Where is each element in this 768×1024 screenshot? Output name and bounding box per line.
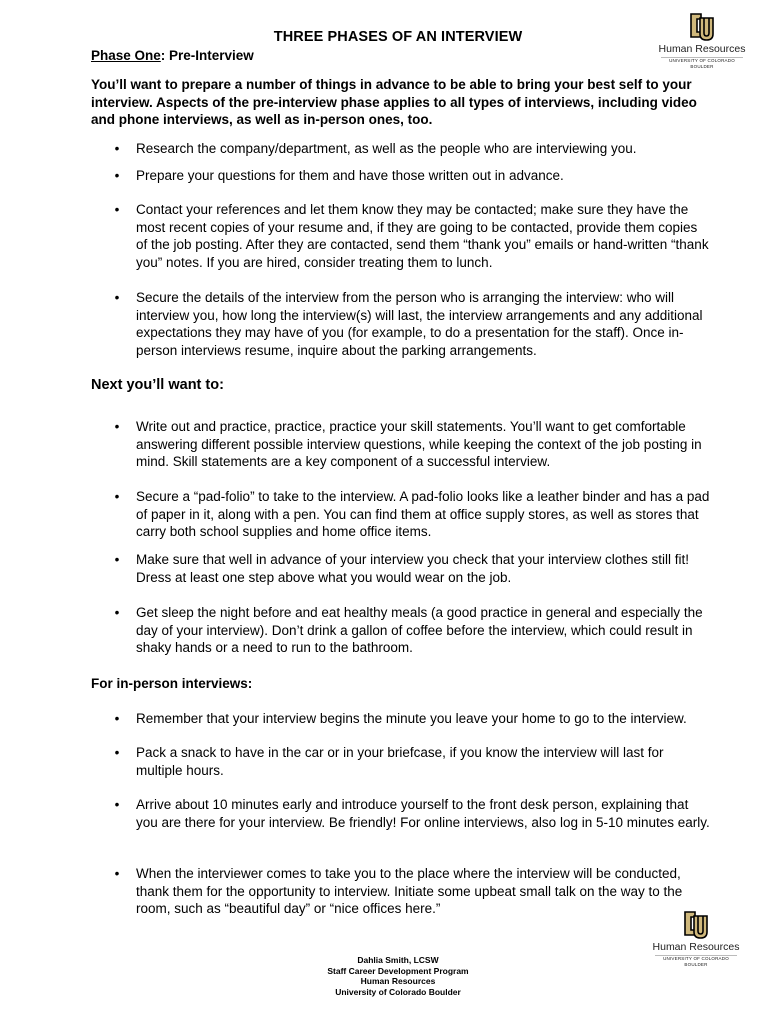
list-item <box>114 796 711 831</box>
list-item <box>114 551 711 586</box>
phase-heading-suffix: : Pre-Interview <box>160 48 254 63</box>
logo-department: Human Resources <box>658 43 746 55</box>
bullet-text: Secure the details of the interview from the person who is arranging the interview: who will interview you, how long the interview(s) will last, the interview arrangements and any additional expectations they may have of you (for example, to do a presentation for the staff). Once in-person interviews resume, inquire about the parking arrangements. <box>136 290 703 358</box>
bullet-dot: • <box>114 797 120 812</box>
bullet-dot: • <box>114 711 120 726</box>
list-item <box>114 289 711 359</box>
list-item <box>114 744 711 779</box>
bullet-dot: • <box>114 141 120 156</box>
footer-name: Dahlia Smith, LCSW <box>357 955 439 965</box>
list-item <box>114 488 711 541</box>
bullet-text: Write out and practice, practice, practice your skill statements. You’ll want to get comfortable answering different possible interview questions, while keeping the context of the job posting in mind. Skill statements are a key component of a successful interview. <box>136 419 702 470</box>
footer <box>0 955 768 997</box>
list-item <box>114 865 711 918</box>
intro-paragraph: You’ll want to prepare a number of things in advance to be able to bring your best self to your interview. Aspects of the pre-interview phase applies to all types of interviews, including video and phone interviews, as well as in-person ones, too. <box>91 77 697 127</box>
bullet-text: Arrive about 10 minutes early and introduce yourself to the front desk person, explaining that you are there for your interview. Be friendly! For online interviews, also log in 5-10 minutes early. <box>136 797 710 830</box>
bullet-text: When the interviewer comes to take you to the place where the interview will be conducted, thank them for the opportunity to interview. Initiate some upbeat small talk on the way to the room, such as “beautiful day” or “nice offices here.” <box>136 866 683 917</box>
bullet-dot: • <box>114 489 120 504</box>
logo-department: Human Resources <box>652 941 740 953</box>
in-person-heading: For in-person interviews: <box>91 676 253 691</box>
list-item <box>114 201 711 271</box>
list-item <box>114 167 711 185</box>
cu-logo-icon <box>683 910 709 940</box>
bullet-dot: • <box>114 605 120 620</box>
bullet-text: Make sure that well in advance of your interview you check that your interview clothes still fit! Dress at least one step above what you would wear on the job. <box>136 552 689 585</box>
phase-heading-label: Phase One <box>91 48 161 63</box>
bullet-dot: • <box>114 168 120 183</box>
bullet-dot: • <box>114 419 120 434</box>
bullet-dot: • <box>114 866 120 881</box>
bullet-dot: • <box>114 552 120 567</box>
bullet-text: Prepare your questions for them and have those written out in advance. <box>136 168 564 183</box>
phase-heading <box>91 48 254 63</box>
bullet-text: Contact your references and let them know they may be contacted; make sure they have the most recent copies of your resume and, if they are going to be contacted, provide them copies of the job posting. After they are contacted, send them “thank you” emails or hand-written “thank you” notes. If you are hired, consider treating them to lunch. <box>136 202 709 270</box>
bullet-dot: • <box>114 290 120 305</box>
bullet-text: Research the company/department, as well as the people who are interviewing you. <box>136 141 637 156</box>
footer-department: Human Resources <box>360 976 436 986</box>
footer-program: Staff Career Development Program <box>327 965 469 976</box>
bullet-text: Pack a snack to have in the car or in your briefcase, if you know the interview will last for multiple hours. <box>136 745 664 778</box>
bullet-dot: • <box>114 202 120 217</box>
list-item <box>114 140 711 158</box>
list-item <box>114 710 711 728</box>
footer-university: University of Colorado Boulder <box>335 986 461 997</box>
list-item <box>114 418 711 471</box>
logo-university: UNIVERSITY OF COLORADO BOULDER <box>669 58 735 69</box>
next-heading: Next you’ll want to: <box>91 377 224 393</box>
document-title: THREE PHASES OF AN INTERVIEW <box>273 29 523 45</box>
logo-university: UNIVERSITY OF COLORADO BOULDER <box>663 956 729 967</box>
bullet-text: Secure a “pad-folio” to take to the interview. A pad-folio looks like a leather binder and has a pad of paper in it, along with a pen. You can find them at office supply stores, as well as stores that carry both school supplies and home office items. <box>136 489 710 540</box>
bullet-text: Remember that your interview begins the minute you leave your home to go to the interview. <box>136 711 687 726</box>
bullet-dot: • <box>114 745 120 760</box>
list-item <box>114 604 711 657</box>
bullet-text: Get sleep the night before and eat healthy meals (a good practice in general and especially the day of your interview). Don’t drink a gallon of coffee before the interview, which could result in shaky hands or a need to run to the bathroom. <box>136 605 703 656</box>
